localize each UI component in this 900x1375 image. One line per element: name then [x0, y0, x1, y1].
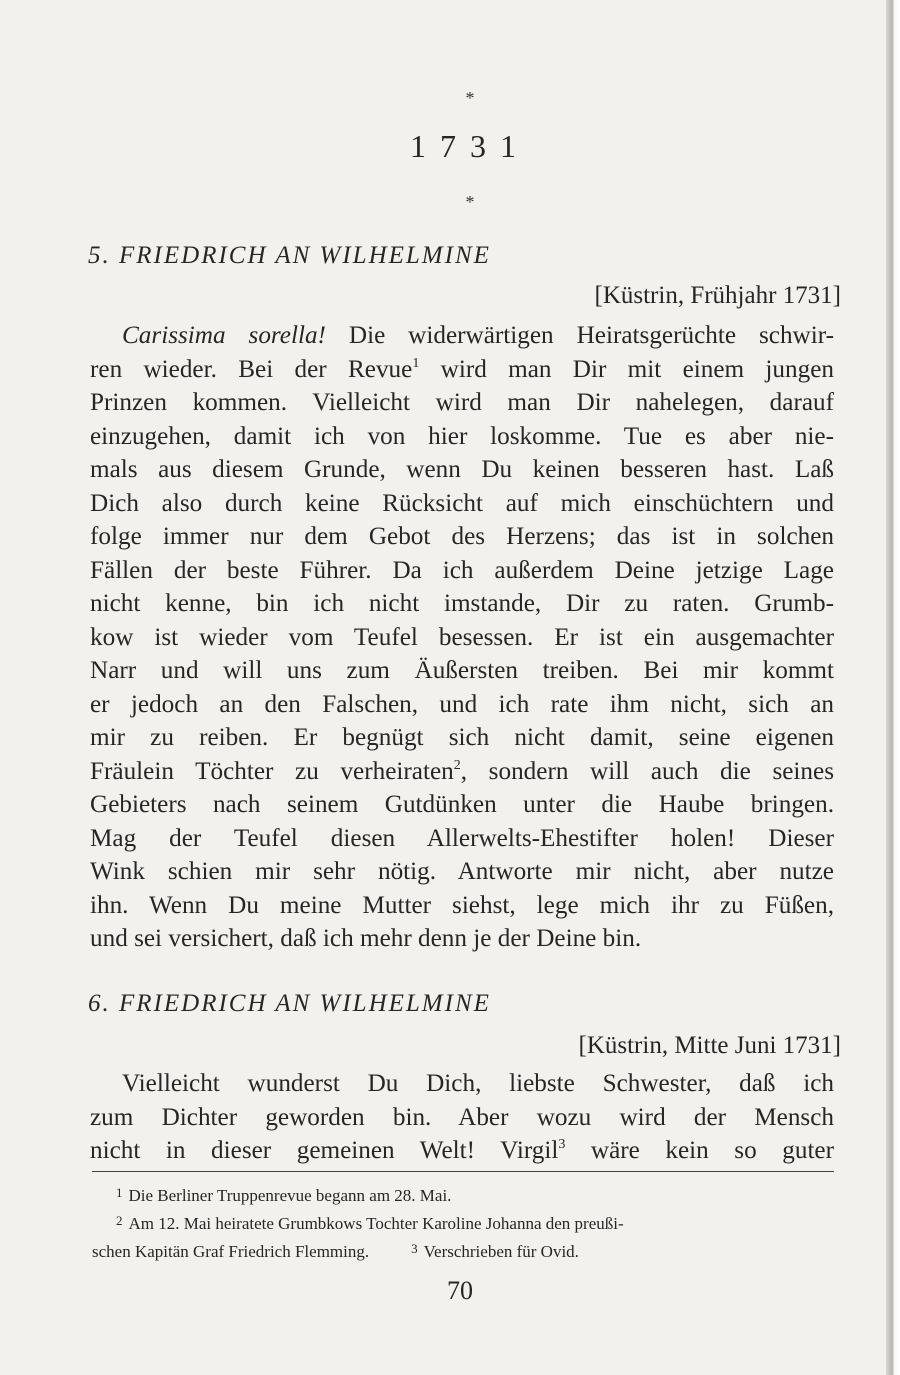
footnote-3: 3 Verschrieben für Ovid.: [411, 1241, 579, 1261]
text-line: mals aus diesem Grunde, wenn Du keinen besseren hast. Laß: [90, 456, 834, 483]
footnote-ref-2: 2: [453, 757, 461, 773]
text-line: nicht kenne, bin ich nicht imstande, Dir zu raten. Grumb-: [90, 590, 834, 617]
footnotes: [92, 1180, 834, 1264]
text-line: mir zu reiben. Er begnügt sich nicht damit, seine eigenen: [90, 724, 834, 751]
text-line: Wink schien mir sehr nötig. Antworte mir nicht, aber nutze: [90, 858, 834, 885]
text-line: einzugehen, damit ich von hier loskomme. Tue es aber nie-: [90, 422, 834, 450]
ornament-star-top: *: [465, 88, 475, 108]
year-heading: 1731: [410, 128, 530, 164]
footnote-divider: [92, 1171, 834, 1172]
text-line: Carissima sorella! Die widerwärtigen Heiratsgerüchte schwir-: [122, 322, 834, 349]
ornament-star-bottom: *: [465, 192, 475, 212]
text-line: Fräulein Töchter zu verheiraten$^2$, sondern will auch die seines: [90, 757, 835, 785]
text-line: Mag der Teufel diesen Allerwelts-Ehestifter holen! Dieser: [90, 824, 834, 852]
text-line: Narr und will uns zum Äußersten treiben. Bei mir kommt: [90, 657, 834, 684]
text-line: folge immer nur dem Gebot des Herzens; das ist in solchen: [90, 523, 834, 550]
text-line: ren wieder. Bei der Revue$^1$ wird man Dir mit einem jungen: [90, 355, 834, 383]
text-line: Gebieters nach seinem Gutdünken unter die Haube bringen.: [90, 791, 834, 818]
letter-5-body: [90, 319, 834, 956]
text-line: und sei versichert, daß ich mehr denn je der Deine bin.: [90, 925, 642, 952]
salutation: Carissima sorella!: [122, 322, 326, 349]
footnote-1: 1 Die Berliner Truppenrevue begann am 28. Mai.: [116, 1185, 452, 1205]
footnote-ref-3: 3: [558, 1137, 566, 1152]
footnote-line: schen Kapitän Graf Friedrich Flemming. 3 Verschrieben für Ovid.: [92, 1241, 579, 1261]
text-line: Fällen der beste Führer. Da ich außerdem Deine jetzige Lage: [90, 556, 834, 584]
text-line: Vielleicht wunderst Du Dich, liebste Schwester, daß ich: [122, 1070, 834, 1097]
page-number: 70: [447, 1276, 473, 1305]
footnote-ref-1: 1: [412, 355, 420, 371]
letter-5-heading: 5. FRIEDRICH AN WILHELMINE: [88, 242, 491, 269]
letter-6-place-date: [Küstrin, Mitte Juni 1731]: [578, 1032, 841, 1059]
text-line: zum Dichter geworden bin. Aber wozu wird der Mensch: [90, 1103, 834, 1131]
page-edge: [886, 0, 900, 1375]
footnote-2: 2 Am 12. Mai heiratete Grumbkows Tochter Karoline Johanna den preußi-: [116, 1213, 624, 1233]
text-line: nicht in dieser gemeinen Welt! Virgil$^3$ wäre kein so guter: [90, 1137, 835, 1164]
text-line: Dich also durch keine Rücksicht auf mich einschüchtern und: [90, 489, 834, 517]
text-line: Prinzen kommen. Vielleicht wird man Dir nahelegen, darauf: [90, 389, 834, 416]
text-line: er jedoch an den Falschen, und ich rate ihm nicht, sich an: [90, 690, 834, 718]
letter-5-place-date: [Küstrin, Frühjahr 1731]: [594, 282, 841, 309]
letter-6-heading: 6. FRIEDRICH AN WILHELMINE: [88, 990, 491, 1017]
text-line: ihn. Wenn Du meine Mutter siehst, lege mich ihr zu Füßen,: [90, 891, 834, 919]
text-line: kow ist wieder vom Teufel besessen. Er ist ein ausgemachter: [90, 623, 834, 651]
letter-6-body: [90, 1067, 834, 1168]
